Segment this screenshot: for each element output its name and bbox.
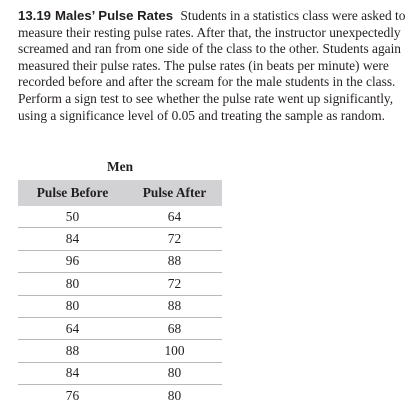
table-body bbox=[18, 206, 222, 407]
problem-title: Males’ Pulse Rates bbox=[55, 8, 174, 23]
table-row bbox=[18, 385, 222, 407]
cell-pulse-after: 100 bbox=[127, 340, 222, 362]
cell-pulse-before: 80 bbox=[18, 273, 127, 295]
cell-pulse-before: 80 bbox=[18, 295, 127, 317]
table-row bbox=[18, 317, 222, 339]
cell-pulse-before: 76 bbox=[18, 385, 127, 407]
cell-pulse-after: 68 bbox=[127, 317, 222, 339]
cell-pulse-before: 64 bbox=[18, 317, 127, 339]
cell-pulse-before: 96 bbox=[18, 250, 127, 272]
cell-pulse-after: 72 bbox=[127, 273, 222, 295]
cell-pulse-after: 72 bbox=[127, 228, 222, 250]
cell-pulse-after: 80 bbox=[127, 385, 222, 407]
pulse-rate-table bbox=[18, 180, 222, 407]
cell-pulse-after: 88 bbox=[127, 250, 222, 272]
cell-pulse-after: 64 bbox=[167, 208, 182, 224]
cell-pulse-before: 50 bbox=[65, 208, 80, 224]
problem-text: Students in a statistics class were asked to measure their resting pulse rates. After that, the instructor unexpectedly screamed and ran from one side of the class to the other. Students again measured their pulse rates. The pulse rates (in beats per minute) were recorded before and after the scream for the male students in the class. Perform a sign test to see whether the pulse rate went up significantly, using a significance level of 0.05 and treating the sample as random. bbox=[18, 8, 406, 123]
cell-pulse-before: 84 bbox=[18, 362, 127, 384]
table-row bbox=[18, 273, 222, 295]
table-header-row bbox=[18, 180, 222, 206]
table-row bbox=[18, 206, 222, 228]
table-row bbox=[18, 340, 222, 362]
cell-pulse-after: 88 bbox=[127, 295, 222, 317]
header-pulse-after: Pulse After bbox=[127, 180, 222, 206]
data-table-container bbox=[18, 158, 222, 407]
problem-statement bbox=[18, 8, 408, 124]
table-row bbox=[18, 295, 222, 317]
table-caption: Men bbox=[106, 159, 134, 174]
table-row bbox=[18, 250, 222, 272]
table-row bbox=[18, 362, 222, 384]
cell-pulse-before: 84 bbox=[18, 228, 127, 250]
header-pulse-before: Pulse Before bbox=[18, 180, 127, 206]
problem-number: 13.19 bbox=[18, 8, 52, 23]
cell-pulse-before: 88 bbox=[18, 340, 127, 362]
cell-pulse-after: 80 bbox=[127, 362, 222, 384]
table-row bbox=[18, 228, 222, 250]
